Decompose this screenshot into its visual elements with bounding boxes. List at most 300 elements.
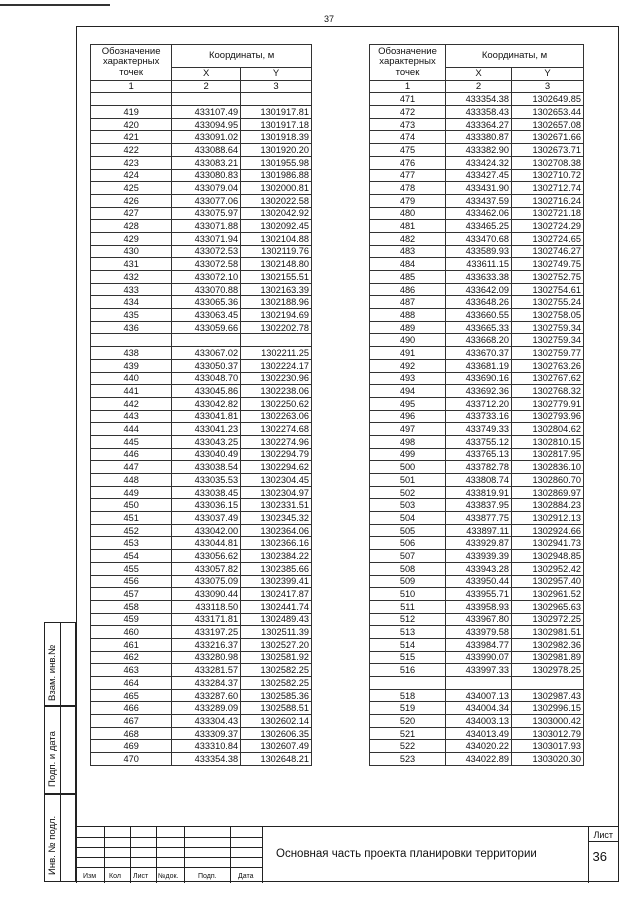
- coord-y: 1302884.23: [512, 499, 584, 512]
- coord-x: 433465.25: [446, 220, 512, 233]
- point-number: 471: [370, 93, 446, 106]
- point-number: 442: [91, 397, 172, 410]
- coord-y: 1302924.66: [512, 524, 584, 537]
- table-row: [91, 600, 312, 613]
- point-number: 504: [370, 512, 446, 525]
- coord-y: 1302987.43: [512, 689, 584, 702]
- coord-x: 433380.87: [446, 131, 512, 144]
- point-number: 446: [91, 448, 172, 461]
- table-row: [91, 232, 312, 245]
- point-number: 457: [91, 588, 172, 601]
- coord-x: 433690.16: [446, 372, 512, 385]
- col-num-2: 2: [172, 80, 241, 93]
- table-row: [370, 613, 584, 626]
- table-row: [91, 385, 312, 398]
- coord-x: 433431.90: [446, 182, 512, 195]
- point-number: 511: [370, 600, 446, 613]
- table-row: [370, 372, 584, 385]
- point-number: 474: [370, 131, 446, 144]
- coord-x: 433281.57: [172, 664, 241, 677]
- coord-y: 1302763.26: [512, 359, 584, 372]
- point-number: 478: [370, 182, 446, 195]
- coord-y: 1302957.40: [512, 575, 584, 588]
- coord-y: 1302754.61: [512, 283, 584, 296]
- point-number: 518: [370, 689, 446, 702]
- tb-label-list: Лист: [133, 873, 149, 880]
- coord-x: 433077.06: [172, 194, 241, 207]
- coord-y: 1302749.75: [512, 258, 584, 271]
- table-row: [370, 118, 584, 131]
- table-row: [370, 271, 584, 284]
- table-row: [91, 296, 312, 309]
- table-row: [370, 524, 584, 537]
- table-row: [370, 461, 584, 474]
- coord-x: 433309.37: [172, 727, 241, 740]
- coord-x: 433462.06: [446, 207, 512, 220]
- point-number: 506: [370, 537, 446, 550]
- coord-y: 1302238.06: [241, 385, 312, 398]
- table-row: [91, 753, 312, 766]
- coord-x: 434007.13: [446, 689, 512, 702]
- table-row: [91, 156, 312, 169]
- top-rule: [0, 4, 110, 6]
- point-number: 426: [91, 194, 172, 207]
- point-number: 450: [91, 499, 172, 512]
- point-number: 469: [91, 740, 172, 753]
- coord-x: 433043.25: [172, 435, 241, 448]
- point-number: 492: [370, 359, 446, 372]
- table-row: [91, 423, 312, 436]
- table-row: [91, 106, 312, 119]
- table-row: [370, 512, 584, 525]
- coord-y: 1301955.98: [241, 156, 312, 169]
- coord-x: 433665.33: [446, 321, 512, 334]
- sheet-number: 36: [592, 849, 607, 864]
- coord-y: 1301917.81: [241, 106, 312, 119]
- coord-y: 1302948.85: [512, 550, 584, 563]
- point-number: 421: [91, 131, 172, 144]
- coord-y: 1302673.71: [512, 144, 584, 157]
- coord-y: 1301986.88: [241, 169, 312, 182]
- coord-x: 433681.19: [446, 359, 512, 372]
- table-row: [91, 664, 312, 677]
- table-row: [370, 156, 584, 169]
- table-row: [91, 93, 312, 106]
- table-row: [91, 740, 312, 753]
- point-number: 419: [91, 106, 172, 119]
- coord-x: 433038.45: [172, 486, 241, 499]
- point-number: 455: [91, 562, 172, 575]
- coord-x: [172, 93, 241, 106]
- coord-x: 433668.20: [446, 334, 512, 347]
- point-number: 472: [370, 106, 446, 119]
- table-row: [91, 702, 312, 715]
- coord-x: 433755.12: [446, 435, 512, 448]
- coord-x: 433280.98: [172, 651, 241, 664]
- coord-x: 433642.09: [446, 283, 512, 296]
- coord-y: 1302294.79: [241, 448, 312, 461]
- point-number: 477: [370, 169, 446, 182]
- header-x: X: [172, 68, 241, 81]
- point-number: 451: [91, 512, 172, 525]
- coord-x: 433819.91: [446, 486, 512, 499]
- coord-x: 433287.60: [172, 689, 241, 702]
- coord-y: 1302755.24: [512, 296, 584, 309]
- table-row: [91, 588, 312, 601]
- coord-y: 1302759.77: [512, 347, 584, 360]
- coord-y: 1302912.13: [512, 512, 584, 525]
- coord-x: 433070.88: [172, 283, 241, 296]
- table-row: [91, 359, 312, 372]
- coord-y: 1302602.14: [241, 715, 312, 728]
- table-row: [91, 562, 312, 575]
- point-number: 432: [91, 271, 172, 284]
- table-row: [91, 321, 312, 334]
- table-row: [91, 334, 312, 347]
- point-number: 462: [91, 651, 172, 664]
- coord-x: 433648.26: [446, 296, 512, 309]
- coord-x: 433059.66: [172, 321, 241, 334]
- coord-x: 433289.09: [172, 702, 241, 715]
- point-number: 434: [91, 296, 172, 309]
- table-row: [91, 575, 312, 588]
- coord-y: 1302224.17: [241, 359, 312, 372]
- table-row: [370, 626, 584, 639]
- coord-x: 433090.44: [172, 588, 241, 601]
- coord-x: 433611.15: [446, 258, 512, 271]
- point-number: 444: [91, 423, 172, 436]
- coord-x: 433749.33: [446, 423, 512, 436]
- coord-y: 1302366.16: [241, 537, 312, 550]
- table-row: [91, 144, 312, 157]
- point-number: 439: [91, 359, 172, 372]
- point-number: 512: [370, 613, 446, 626]
- coord-y: 1302527.20: [241, 638, 312, 651]
- coord-x: 433042.00: [172, 524, 241, 537]
- table-row: [91, 397, 312, 410]
- table-row: [370, 575, 584, 588]
- table-row: [91, 537, 312, 550]
- coord-y: 1301920.20: [241, 144, 312, 157]
- coord-x: 434022.89: [446, 753, 512, 766]
- point-number: 513: [370, 626, 446, 639]
- coord-y: 1303012.79: [512, 727, 584, 740]
- header-y: Y: [512, 68, 584, 81]
- table-row: [91, 258, 312, 271]
- table-row: [91, 271, 312, 284]
- table-row: [91, 486, 312, 499]
- header-point-name: Обозначение характерных точек: [370, 45, 446, 81]
- table-row: [370, 232, 584, 245]
- table-row: [370, 359, 584, 372]
- coord-x: 433782.78: [446, 461, 512, 474]
- coord-y: 1302274.68: [241, 423, 312, 436]
- table-row: [370, 397, 584, 410]
- point-number: 463: [91, 664, 172, 677]
- table-row: [91, 512, 312, 525]
- coord-y: 1302263.06: [241, 410, 312, 423]
- point-number: 509: [370, 575, 446, 588]
- coord-y: 1302385.66: [241, 562, 312, 575]
- coord-y: 1302581.92: [241, 651, 312, 664]
- table-row: [91, 499, 312, 512]
- coord-y: 1302489.43: [241, 613, 312, 626]
- point-number: 454: [91, 550, 172, 563]
- point-number: 435: [91, 309, 172, 322]
- coord-y: 1302364.06: [241, 524, 312, 537]
- table-row: [370, 550, 584, 563]
- col-num-1: 1: [91, 80, 172, 93]
- point-number: 514: [370, 638, 446, 651]
- coord-x: 433035.53: [172, 474, 241, 487]
- coord-y: 1302119.76: [241, 245, 312, 258]
- coord-x: 433670.37: [446, 347, 512, 360]
- coord-x: 433071.88: [172, 220, 241, 233]
- coord-x: 433079.04: [172, 182, 241, 195]
- table-row: [370, 321, 584, 334]
- point-number: 440: [91, 372, 172, 385]
- coord-y: 1302345.32: [241, 512, 312, 525]
- coord-x: 433354.38: [446, 93, 512, 106]
- table-row: [91, 309, 312, 322]
- table-row: [370, 258, 584, 271]
- table-row: [370, 423, 584, 436]
- point-number: 510: [370, 588, 446, 601]
- tb-label-data: Дата: [238, 873, 254, 880]
- coord-y: 1302721.18: [512, 207, 584, 220]
- coord-y: 1303020.30: [512, 753, 584, 766]
- table-row: [91, 474, 312, 487]
- col-num-3: 3: [241, 80, 312, 93]
- table-row: [91, 118, 312, 131]
- point-number: 473: [370, 118, 446, 131]
- point-number: 484: [370, 258, 446, 271]
- point-number: 491: [370, 347, 446, 360]
- coord-x: 433171.81: [172, 613, 241, 626]
- point-number: 431: [91, 258, 172, 271]
- table-row: [370, 435, 584, 448]
- coord-y: 1302712.74: [512, 182, 584, 195]
- table-row: [91, 245, 312, 258]
- coord-y: 1302607.49: [241, 740, 312, 753]
- point-number: [91, 334, 172, 347]
- coord-y: 1302441.74: [241, 600, 312, 613]
- coord-x: 433950.44: [446, 575, 512, 588]
- coord-x: 433050.37: [172, 359, 241, 372]
- table-row: [370, 131, 584, 144]
- coord-y: 1302104.88: [241, 232, 312, 245]
- coord-y: 1302417.87: [241, 588, 312, 601]
- coord-y: 1302588.51: [241, 702, 312, 715]
- coord-x: 433065.36: [172, 296, 241, 309]
- coord-y: 1302793.96: [512, 410, 584, 423]
- table-row: [370, 385, 584, 398]
- coord-x: 433979.58: [446, 626, 512, 639]
- coord-x: 433063.45: [172, 309, 241, 322]
- coord-y: 1302978.25: [512, 664, 584, 677]
- point-number: 479: [370, 194, 446, 207]
- col-num-1: 1: [370, 80, 446, 93]
- point-number: 516: [370, 664, 446, 677]
- table-row: [91, 689, 312, 702]
- coord-x: 433083.21: [172, 156, 241, 169]
- coord-x: 433877.75: [446, 512, 512, 525]
- col-num-3: 3: [512, 80, 584, 93]
- coord-x: 433633.38: [446, 271, 512, 284]
- table-row: [370, 486, 584, 499]
- coord-y: 1302384.22: [241, 550, 312, 563]
- table-row: [370, 588, 584, 601]
- coord-y: 1302250.62: [241, 397, 312, 410]
- coord-y: 1302981.89: [512, 651, 584, 664]
- table-row: [370, 93, 584, 106]
- coord-y: 1302961.52: [512, 588, 584, 601]
- point-number: 502: [370, 486, 446, 499]
- table-row: [370, 715, 584, 728]
- table-row: [370, 296, 584, 309]
- point-number: 420: [91, 118, 172, 131]
- point-number: 453: [91, 537, 172, 550]
- coord-x: 434020.22: [446, 740, 512, 753]
- table-row: [370, 638, 584, 651]
- coord-x: 433589.93: [446, 245, 512, 258]
- coord-x: 433067.02: [172, 347, 241, 360]
- table-row: [370, 220, 584, 233]
- coord-x: 433692.36: [446, 385, 512, 398]
- coord-y: 1302759.34: [512, 321, 584, 334]
- table-row: [91, 410, 312, 423]
- coord-y: 1302648.21: [241, 753, 312, 766]
- point-number: 460: [91, 626, 172, 639]
- point-number: 436: [91, 321, 172, 334]
- coord-x: 433042.82: [172, 397, 241, 410]
- table-row: [91, 131, 312, 144]
- coord-y: 1302399.41: [241, 575, 312, 588]
- header-point-name: Обозначение характерных точек: [91, 45, 172, 81]
- coord-y: 1302511.39: [241, 626, 312, 639]
- coord-x: 433837.95: [446, 499, 512, 512]
- coord-y: [241, 334, 312, 347]
- coord-x: 433072.10: [172, 271, 241, 284]
- coord-y: 1302022.58: [241, 194, 312, 207]
- point-number: 468: [91, 727, 172, 740]
- table-row: [370, 194, 584, 207]
- table-row: [91, 347, 312, 360]
- point-number: 496: [370, 410, 446, 423]
- page-number: 37: [324, 14, 335, 24]
- coord-x: 433118.50: [172, 600, 241, 613]
- coord-y: 1302606.35: [241, 727, 312, 740]
- header-y: Y: [241, 68, 312, 81]
- point-number: 441: [91, 385, 172, 398]
- coord-x: 433041.23: [172, 423, 241, 436]
- point-number: 447: [91, 461, 172, 474]
- point-number: 461: [91, 638, 172, 651]
- coord-x: 433765.13: [446, 448, 512, 461]
- point-number: 480: [370, 207, 446, 220]
- coord-y: 1302779.91: [512, 397, 584, 410]
- label-inv-vzam: Взам. инв.№: [47, 644, 58, 701]
- point-number: 493: [370, 372, 446, 385]
- point-number: 465: [91, 689, 172, 702]
- coord-y: 1302194.69: [241, 309, 312, 322]
- coord-y: 1302657.08: [512, 118, 584, 131]
- coord-x: 433364.27: [446, 118, 512, 131]
- coord-x: 433304.43: [172, 715, 241, 728]
- coord-x: 433955.71: [446, 588, 512, 601]
- table-row: [370, 410, 584, 423]
- point-number: 464: [91, 677, 172, 690]
- table-row: [370, 727, 584, 740]
- point-number: 489: [370, 321, 446, 334]
- point-number: 458: [91, 600, 172, 613]
- table-row: [91, 182, 312, 195]
- table-row: [370, 144, 584, 157]
- point-number: 481: [370, 220, 446, 233]
- coord-y: 1302274.96: [241, 435, 312, 448]
- table-row: [370, 207, 584, 220]
- coord-x: 433990.07: [446, 651, 512, 664]
- point-number: 500: [370, 461, 446, 474]
- title-block: [76, 826, 619, 883]
- coord-x: 433733.16: [446, 410, 512, 423]
- table-row: [370, 562, 584, 575]
- tb-label-ndok: №док.: [158, 873, 179, 880]
- coord-x: 433958.93: [446, 600, 512, 613]
- coord-x: 433437.59: [446, 194, 512, 207]
- table-row: [370, 245, 584, 258]
- coord-y: 1302860.70: [512, 474, 584, 487]
- point-number: 483: [370, 245, 446, 258]
- coord-y: 1302585.36: [241, 689, 312, 702]
- coord-y: 1302716.24: [512, 194, 584, 207]
- point-number: 498: [370, 435, 446, 448]
- coord-y: 1302996.15: [512, 702, 584, 715]
- coord-x: 434013.49: [446, 727, 512, 740]
- table-row: [370, 106, 584, 119]
- table-row: [91, 727, 312, 740]
- coord-y: 1303000.42: [512, 715, 584, 728]
- point-number: 505: [370, 524, 446, 537]
- table-row: [91, 220, 312, 233]
- point-number: 476: [370, 156, 446, 169]
- coord-x: 433038.54: [172, 461, 241, 474]
- coord-y: 1302304.97: [241, 486, 312, 499]
- coord-x: 433284.37: [172, 677, 241, 690]
- coord-x: 433929.87: [446, 537, 512, 550]
- point-number: 424: [91, 169, 172, 182]
- table-row: [91, 715, 312, 728]
- table-row: [370, 537, 584, 550]
- table-row: [91, 207, 312, 220]
- table-row: [91, 524, 312, 537]
- table-row: [91, 461, 312, 474]
- point-number: 494: [370, 385, 446, 398]
- table-row: [91, 626, 312, 639]
- coord-x: 433358.43: [446, 106, 512, 119]
- coord-y: 1302972.25: [512, 613, 584, 626]
- side-stamp-sign-date: [44, 706, 76, 794]
- point-number: 501: [370, 474, 446, 487]
- table-row: [91, 372, 312, 385]
- coord-y: [512, 677, 584, 690]
- coord-y: 1302965.63: [512, 600, 584, 613]
- table-row: [370, 169, 584, 182]
- table-row: [370, 689, 584, 702]
- coord-y: 1302671.66: [512, 131, 584, 144]
- coord-y: 1303017.93: [512, 740, 584, 753]
- coord-x: 433984.77: [446, 638, 512, 651]
